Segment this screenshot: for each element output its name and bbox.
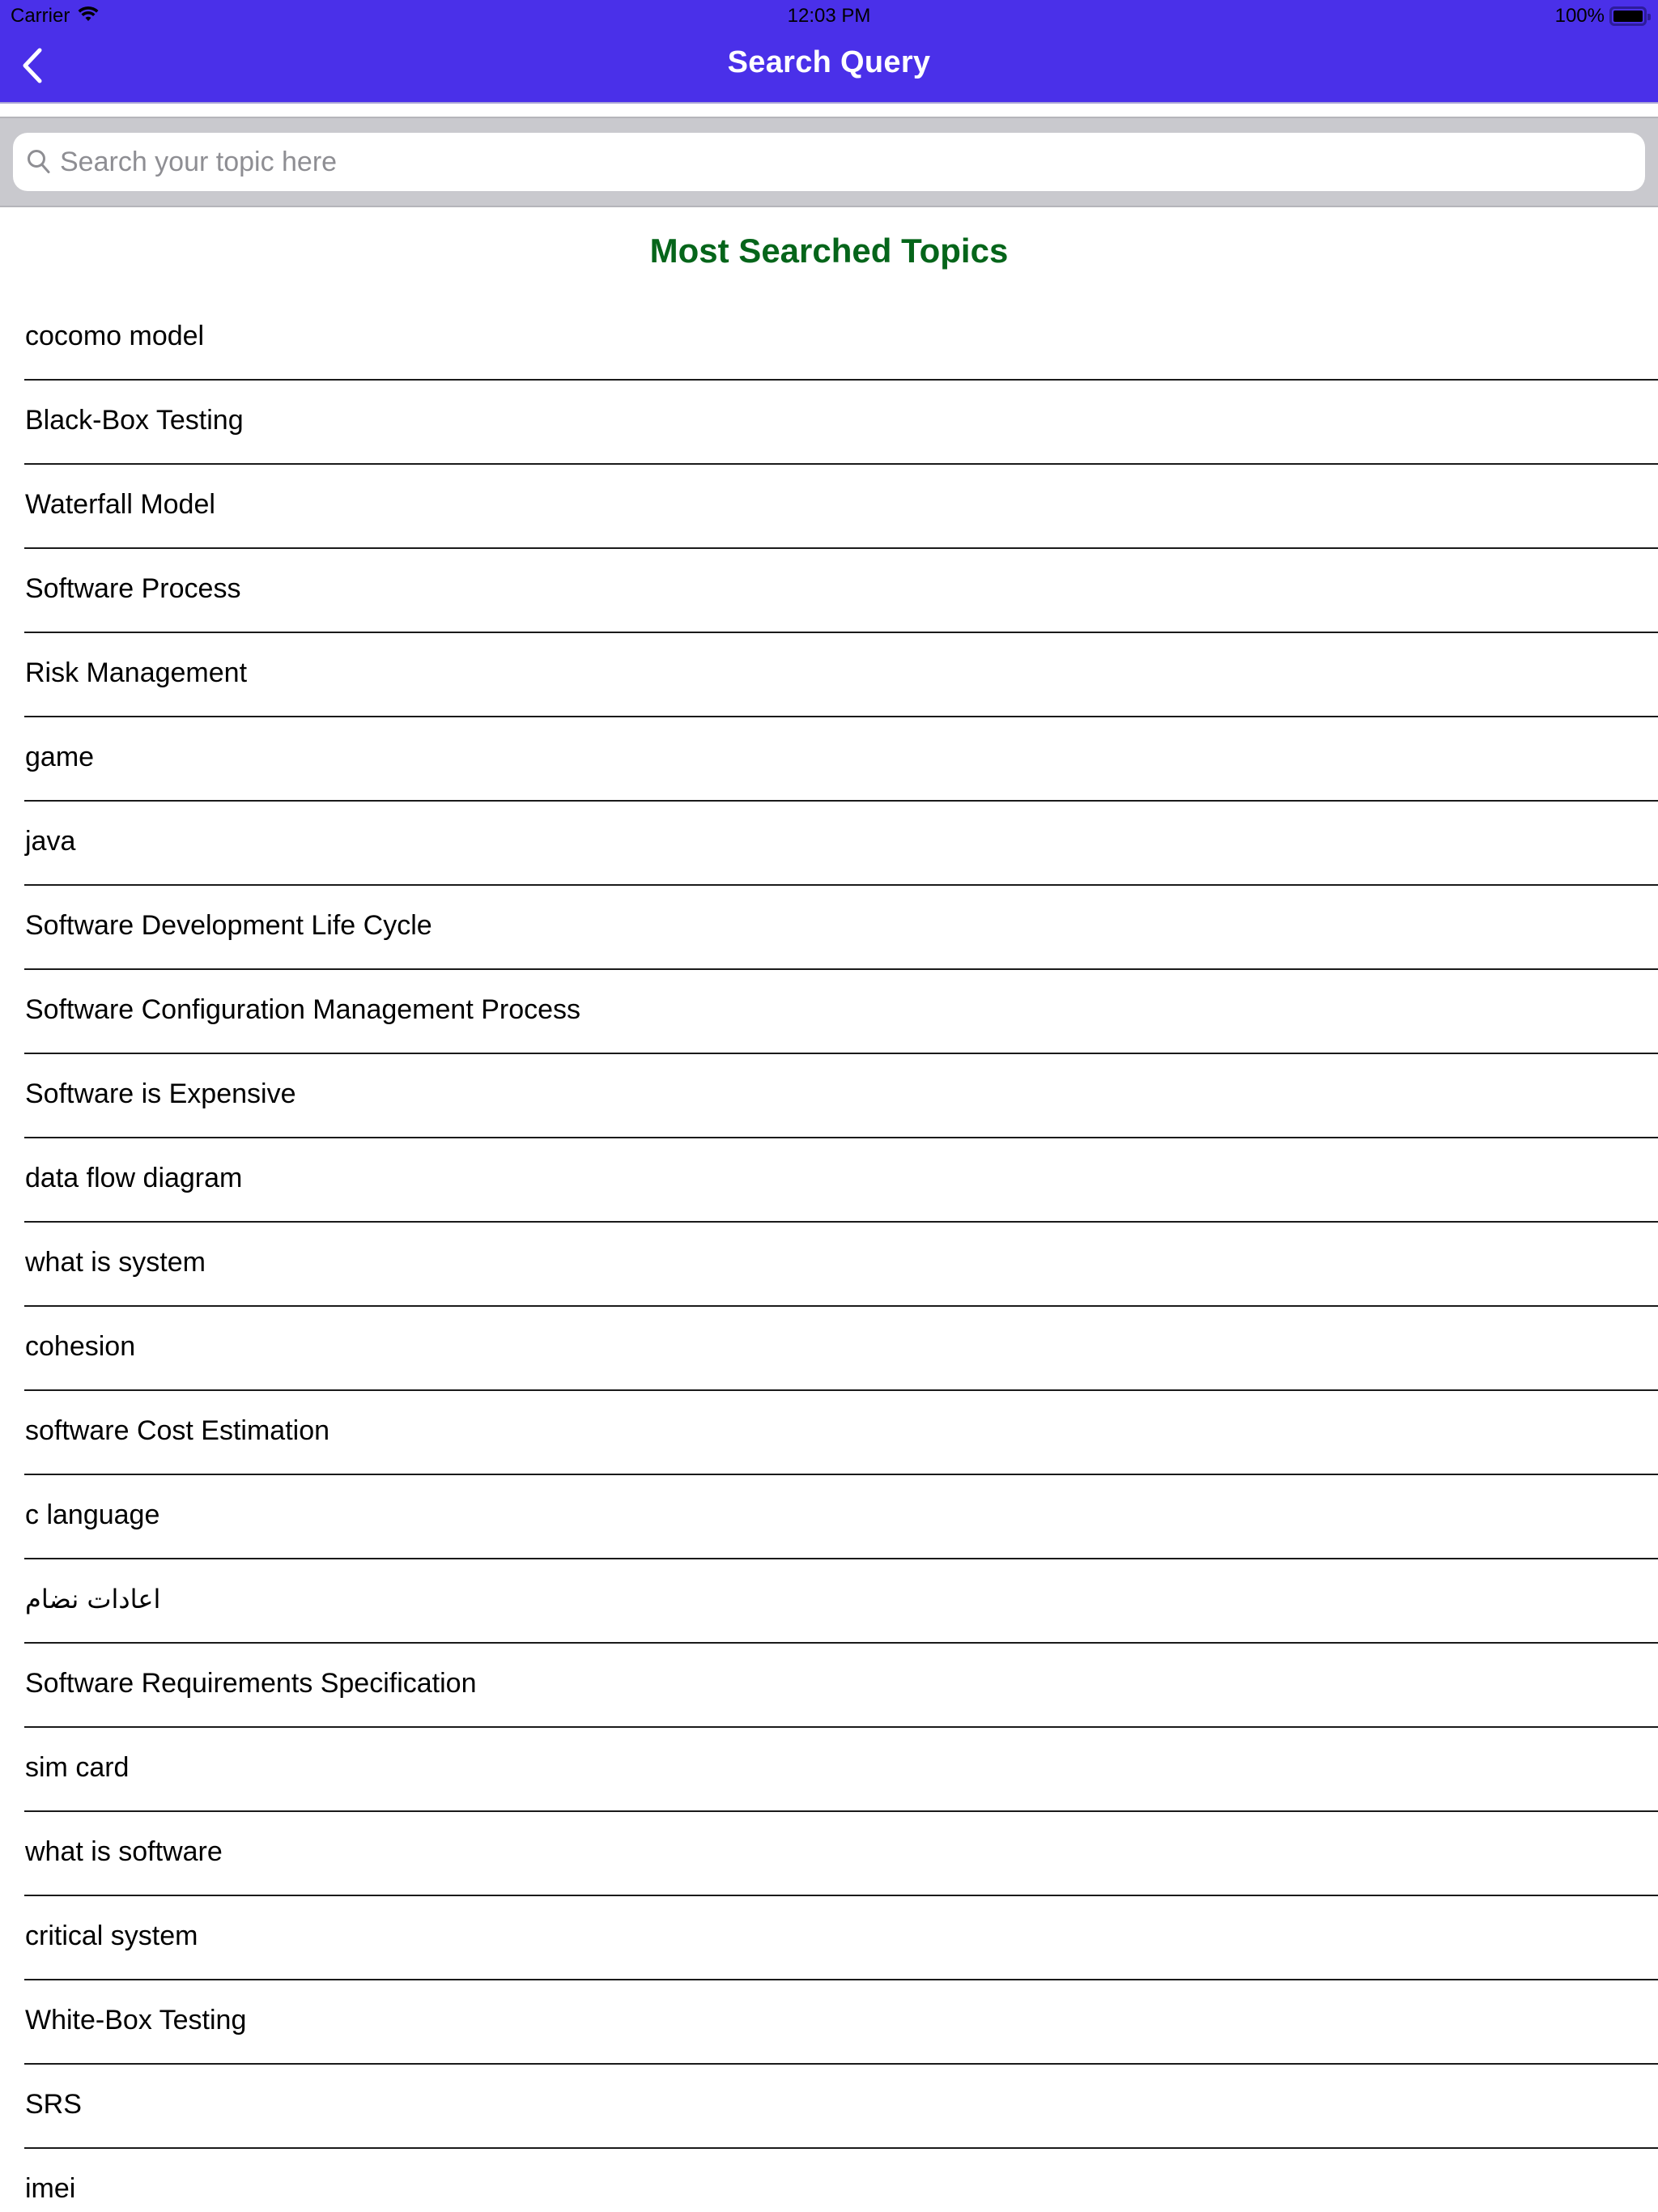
topic-label: Waterfall Model [25, 489, 215, 520]
topic-row[interactable] [0, 1728, 1658, 1812]
search-bar [0, 117, 1658, 207]
topic-row[interactable] [0, 1559, 1658, 1644]
topic-row[interactable] [0, 1812, 1658, 1896]
page-title: Search Query [727, 45, 931, 79]
topic-label: Software Configuration Management Process [25, 994, 581, 1025]
topic-row[interactable] [0, 2065, 1658, 2149]
topic-row[interactable] [0, 1644, 1658, 1728]
topic-label: what is software [25, 1836, 223, 1867]
topic-row[interactable] [0, 970, 1658, 1054]
topic-label: critical system [25, 1921, 198, 1951]
topic-label: Software Development Life Cycle [25, 910, 432, 941]
topic-label: data flow diagram [25, 1163, 243, 1193]
topic-label: software Cost Estimation [25, 1415, 330, 1446]
topic-label: cocomo model [25, 321, 205, 351]
topic-label: game [25, 742, 95, 772]
topic-row[interactable] [0, 1138, 1658, 1223]
topic-label: Software is Expensive [25, 1078, 296, 1109]
topic-row[interactable] [0, 633, 1658, 717]
search-field[interactable] [13, 133, 1645, 191]
topic-label: اعادات نضام [25, 1584, 161, 1614]
topic-row[interactable] [0, 1307, 1658, 1391]
topic-row[interactable] [0, 1475, 1658, 1559]
topic-row[interactable] [0, 1980, 1658, 2065]
status-bar [0, 0, 1658, 32]
topic-row[interactable] [0, 1054, 1658, 1138]
topic-row[interactable] [0, 465, 1658, 549]
topic-row[interactable] [0, 296, 1658, 381]
topic-row[interactable] [0, 886, 1658, 970]
battery-percentage: 100% [1554, 5, 1605, 27]
topic-label: c language [25, 1499, 160, 1530]
topic-row[interactable] [0, 802, 1658, 886]
topic-label: sim card [25, 1752, 130, 1783]
topic-row[interactable] [0, 549, 1658, 633]
topic-row[interactable] [0, 2149, 1658, 2212]
topic-row[interactable] [0, 1896, 1658, 1980]
topic-label: Risk Management [25, 657, 248, 688]
topic-label: Software Process [25, 573, 241, 604]
battery-indicator [1555, 5, 1647, 28]
topic-row[interactable] [0, 717, 1658, 802]
clock: 12:03 PM [787, 5, 871, 27]
topic-label: Black-Box Testing [25, 405, 244, 436]
navigation-bar [0, 0, 1658, 104]
topic-label: what is system [25, 1247, 206, 1278]
topic-label: cohesion [25, 1331, 136, 1362]
section-heading: Most Searched Topics [649, 232, 1009, 270]
search-input[interactable] [60, 138, 1645, 186]
topic-list [0, 296, 1658, 2212]
topic-label: Software Requirements Specification [25, 1668, 477, 1699]
topic-row[interactable] [0, 1223, 1658, 1307]
topic-label: imei [25, 2173, 76, 2204]
carrier-label: Carrier [11, 5, 70, 27]
topic-row[interactable] [0, 381, 1658, 465]
topic-label: White-Box Testing [25, 2005, 247, 2035]
battery-icon [1609, 6, 1647, 26]
search-icon [26, 148, 52, 176]
topic-row[interactable] [0, 1391, 1658, 1475]
topic-label: java [25, 826, 76, 857]
topic-label: SRS [25, 2089, 82, 2120]
